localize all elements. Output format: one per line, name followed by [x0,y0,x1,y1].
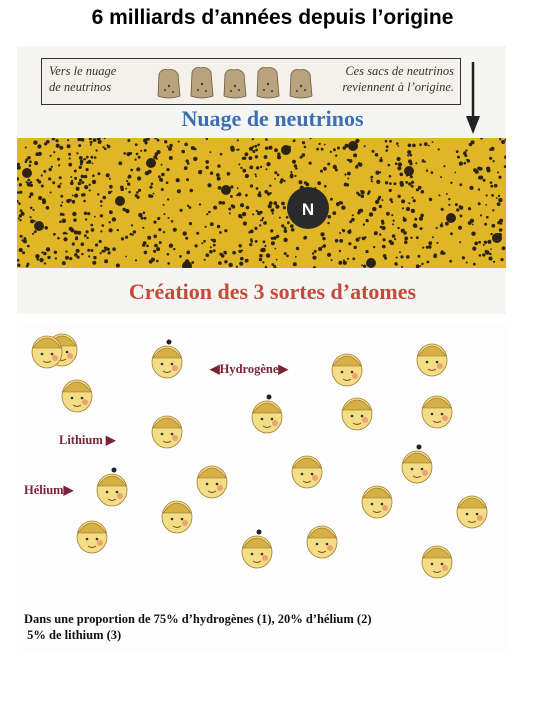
banner-right-line2: reviennent à l’origine. [342,80,454,94]
atom-face-icon [457,496,487,528]
proportion-caption-line2: 5% de lithium (3) [24,628,122,642]
atom-face-icon [197,466,227,498]
neutrino-sacks-banner [41,58,461,105]
atom-face-icon [152,416,182,448]
sack-icon [290,70,312,99]
atom-face-icon [362,486,392,518]
hydrogen-label: ◀Hydrogène▶ [210,362,289,376]
banner-right-line1: Ces sacs de neutrinos [345,64,454,78]
neutrino-sacks-illustration [154,62,329,102]
atom-face-icon [77,521,107,553]
atom-face-icon [97,468,127,507]
neutrino-cloud-band [17,138,506,268]
atom-face-icon [342,398,372,430]
neutron-label: N [301,200,315,219]
atom-face-icon [402,445,432,484]
sack-icon [158,70,180,99]
creation-title: Création des 3 sortes d’atomes [128,279,417,304]
banner-left-text [49,63,116,95]
atom-face-icon [242,530,272,569]
sack-icon [191,68,213,99]
atom-face-icon [422,396,452,428]
proportion-caption-line1: Dans une proportion de 75% d’hydrogènes (1), 20% d’hélium (2) [24,612,372,626]
atom-face-icon [292,456,322,488]
atom-face-icon [252,395,282,434]
banner-right-text [342,63,454,95]
banner-left-line1: Vers le nuage [49,64,117,78]
sack-icon [224,70,246,99]
atom-face-icon [32,336,62,368]
proportion-caption [24,611,372,643]
atom-face-icon [307,526,337,558]
lithium-label: Lithium ▶ [59,433,116,447]
cloud-title: Nuage de neutrinos [181,106,364,131]
page-title: 6 milliards d’années depuis l’origine [91,6,454,29]
atom-face-icon [62,380,92,412]
sack-icon [257,68,279,99]
atom-face-icon [152,340,182,379]
atom-face-icon [162,501,192,533]
atom-face-icon [417,344,447,376]
banner-left-line2: de neutrinos [49,80,112,94]
atom-face-icon [332,354,362,386]
helium-label: Hélium▶ [24,483,74,497]
atom-face-icon [422,546,452,578]
